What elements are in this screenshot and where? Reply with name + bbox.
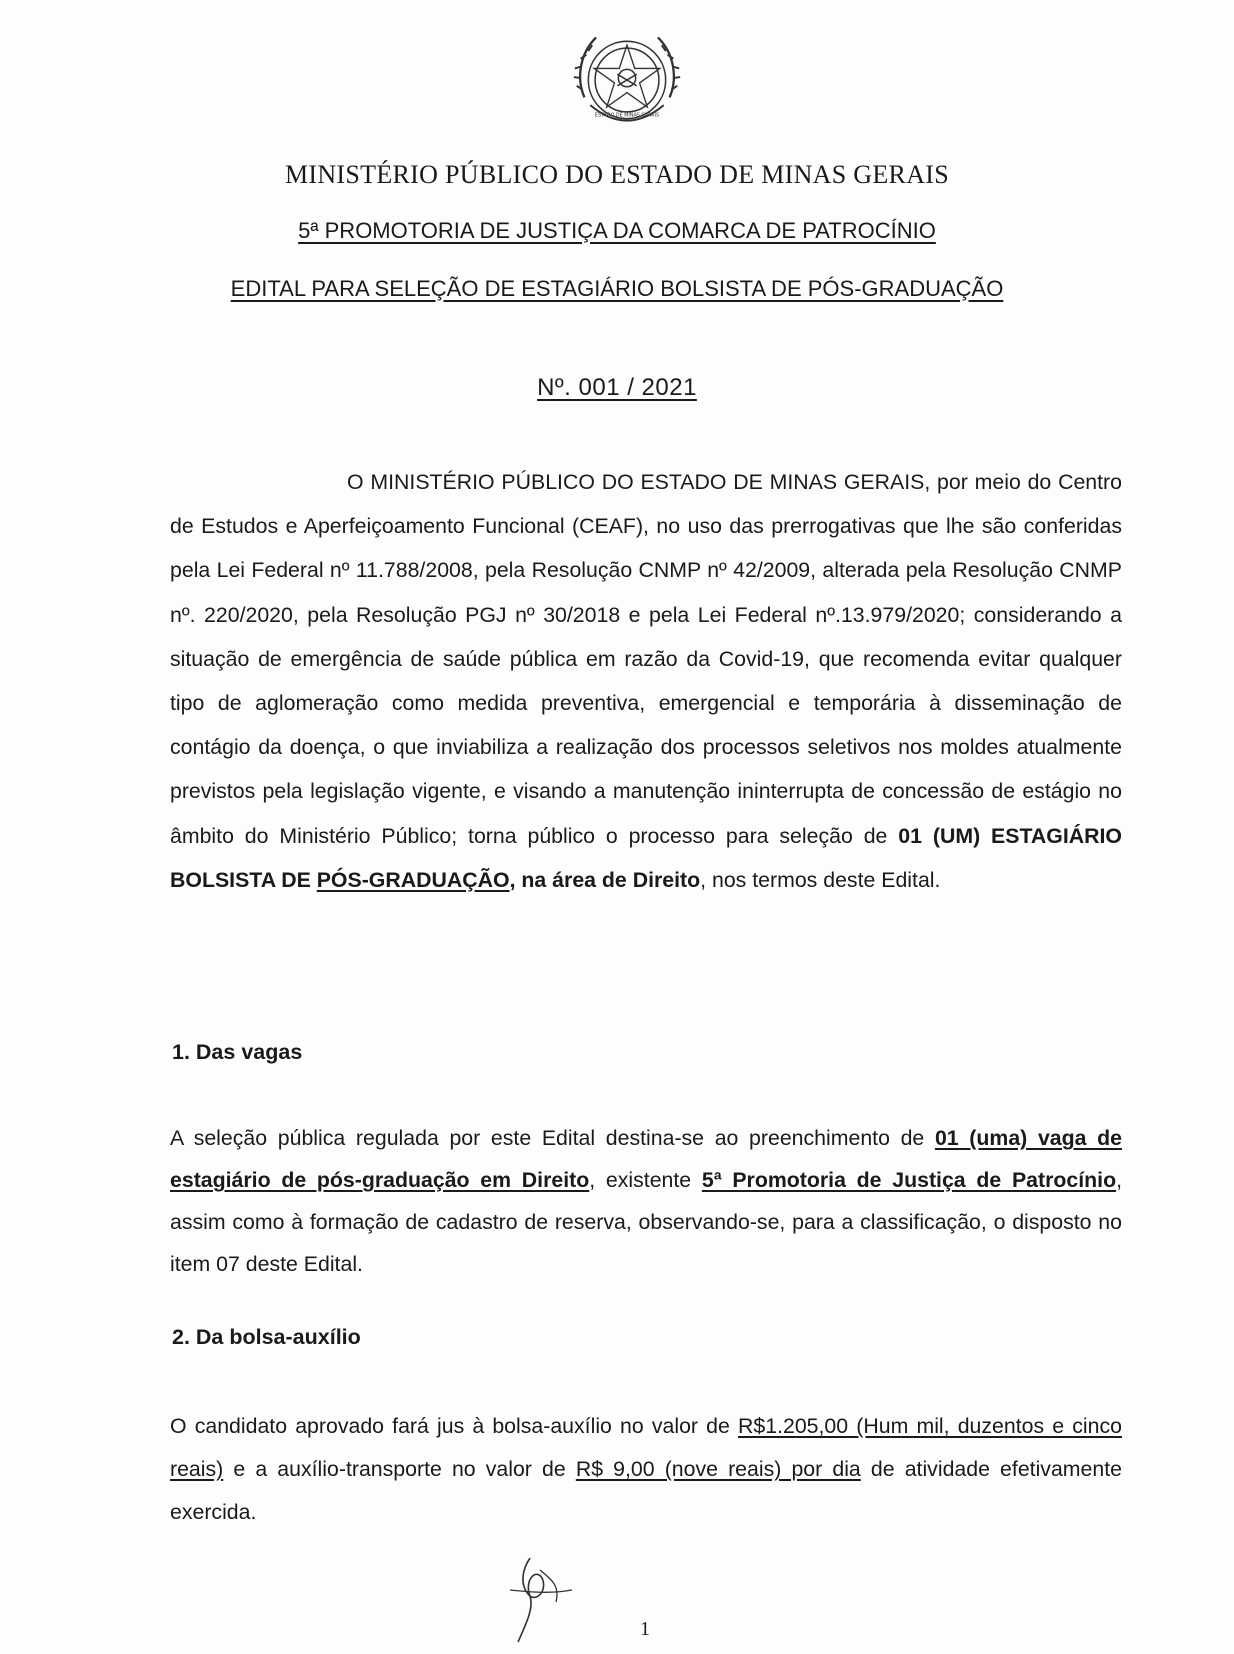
seal-text: ESTADO DE MINAS GERAIS (594, 113, 660, 119)
intro-text-2: , nos termos deste Edital. (700, 867, 941, 892)
intro-bold-posgraduacao: PÓS-GRADUAÇÃO (316, 867, 510, 892)
edital-number (0, 374, 1234, 402)
edital-title-text: EDITAL PARA SELEÇÃO DE ESTAGIÁRIO BOLSISTA DE PÓS-GRADUAÇÃO (230, 276, 1004, 301)
intro-text-1: O MINISTÉRIO PÚBLICO DO ESTADO DE MINAS GERAIS, por meio do Centro de Estudos e Aperfeiçoamento Funcional (CEAF), no uso das prerrogativas que lhe são conferidas pela Lei Federal nº 11.788/2008, pela Resolução CNMP nº 42/2009, alterada pela Resolução CNMP nº. 220/2020, pela Resolução PGJ nº 30/2018 e pela Lei Federal nº.13.979/2020; considerando a situação de emergência de saúde pública em razão da Covid-19, que recomenda evitar qualquer tipo de aglomeração como medida preventiva, emergencial e temporária à disseminação de contágio da doença, o que inviabiliza a realização dos processos seletivos nos moldes atualmente previstos pela legislação vigente, e visando a manutenção ininterrupta de concessão de estágio no âmbito do Ministério Público; torna público o processo para seleção de (170, 470, 1122, 848)
intro-bold-area: , na área de Direito (509, 867, 701, 892)
vagas-bold-vacancy: 01 (uma) vaga de estagiário de pós-graduação em Direito (170, 1126, 1123, 1192)
vagas-text-2: , existente (589, 1168, 702, 1192)
vagas-text-1: A seleção pública regulada por este Edital destina-se ao preenchimento de (170, 1126, 935, 1150)
intro-paragraph (170, 460, 1122, 902)
edital-number-text: Nº. 001 / 2021 (537, 374, 697, 401)
vagas-text-3: , assim como à formação de cadastro de reserva, observando-se, para a classificação, o disposto no item 07 deste Edital. (170, 1168, 1123, 1276)
promotoria-title-text: 5ª PROMOTORIA DE JUSTIÇA DA COMARCA DE PATROCÍNIO (298, 218, 936, 243)
intro-bold-vacancy: 01 (UM) ESTAGIÁRIO BOLSISTA DE (170, 823, 1122, 892)
bolsa-value: R$1.205,00 (Hum mil, duzentos e cinco reais) (170, 1414, 1122, 1481)
state-seal-icon (569, 22, 685, 138)
section-2-paragraph (170, 1405, 1122, 1534)
transport-value: R$ 9,00 (nove reais) por dia (575, 1457, 861, 1481)
page-number: 1 (640, 1618, 650, 1640)
section-1-title: 1. Das vagas (172, 1040, 303, 1064)
section-2-title: 2. Da bolsa-auxílio (172, 1325, 361, 1349)
section-1-paragraph (170, 1117, 1122, 1285)
institution-title: MINISTÉRIO PÚBLICO DO ESTADO DE MINAS GERAIS (284, 160, 949, 189)
edital-title (0, 276, 1234, 302)
handwritten-signature (500, 1550, 580, 1650)
promotoria-title (0, 218, 1234, 244)
bolsa-text-1: O candidato aprovado fará jus à bolsa-auxílio no valor de (170, 1414, 738, 1438)
bolsa-text-2: e a auxílio-transporte no valor de (223, 1457, 576, 1481)
bolsa-text-3: de atividade efetivamente exercida. (170, 1457, 1122, 1524)
vagas-bold-promotoria: 5ª Promotoria de Justiça de Patrocínio (701, 1168, 1117, 1192)
